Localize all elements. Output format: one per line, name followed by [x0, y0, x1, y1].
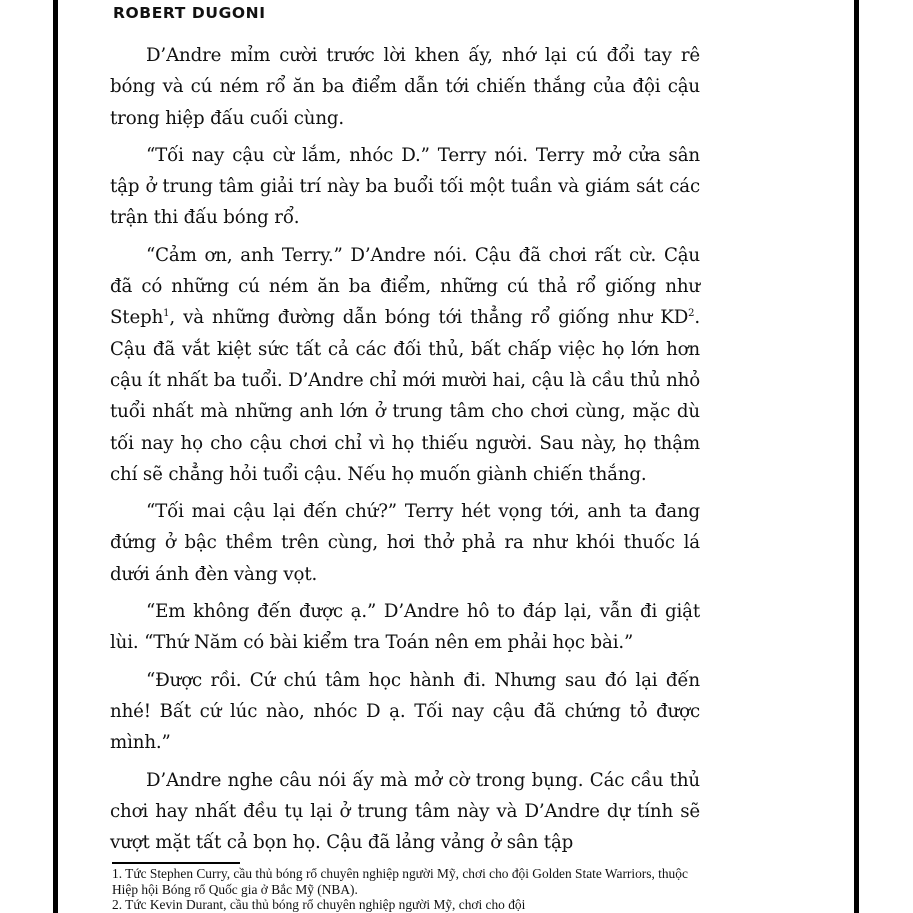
page-border-left — [53, 0, 58, 913]
footnote-ref-1: 1 — [163, 308, 170, 320]
paragraph-2: “Tối nay cậu cừ lắm, nhóc D.” Terry nói. Terry mở cửa sân tập ở trung tâm giải trí này ba buổi tối một tuần và giám sát các trận thi đấu bóng rổ. — [110, 144, 700, 229]
footnotes — [112, 866, 712, 913]
page-border-right — [854, 0, 859, 913]
paragraph-6: “Được rồi. Cứ chú tâm học hành đi. Nhưng sau đó lại đến nhé! Bất cứ lúc nào, nhóc D ạ. Tối nay cậu đã chứng tỏ được mình.” — [110, 669, 700, 754]
paragraph-3-part-a: “Cảm ơn, anh Terry.” D’Andre nói. Cậu đã chơi rất cừ. Cậu đã có những cú ném ăn ba điểm, những cú thả rổ giống như Steph — [110, 244, 700, 329]
paragraph-3-part-c: . Cậu đã vắt kiệt sức tất cả các đối thủ, bất chấp việc họ lớn hơn cậu ít nhất ba tuổi. D’Andre chỉ mới mười hai, cậu là cầu thủ nhỏ tuổi nhất mà những anh lớn ở trung tâm cho chơi cùng, mặc dù tối nay họ cho cậu chơi chỉ vì họ thiếu người. Sau này, họ thậm chí sẽ chẳng hỏi tuổi cậu. Nếu họ muốn giành chiến thắng. — [110, 307, 700, 485]
paragraph-4: “Tối mai cậu lại đến chứ?” Terry hét vọng tới, anh ta đang đứng ở bậc thềm trên cùng, hơi thở phả ra như khói thuốc lá dưới ánh đèn vàng vọt. — [110, 501, 700, 585]
body-text — [110, 40, 700, 864]
paragraph-1: D’Andre mỉm cười trước lời khen ấy, nhớ lại cú đổi tay rê bóng và cú ném rổ ăn ba điểm dẫn tới chiến thắng của đội cậu trong hiệp đấu cuối cùng. — [110, 45, 700, 129]
footnote-ref-2: 2 — [688, 308, 695, 320]
footnote-2: 2. Tức Kevin Durant, cầu thủ bóng rổ chuyên nghiệp người Mỹ, chơi cho đội — [112, 897, 526, 912]
paragraph-3-part-b: , và những đường dẫn bóng tới thẳng rổ giống như KD — [169, 307, 689, 329]
footnote-divider — [112, 862, 240, 864]
paragraph-7: D’Andre nghe câu nói ấy mà mở cờ trong bụng. Các cầu thủ chơi hay nhất đều tụ lại ở trung tâm này và D’Andre dự tính sẽ vượt mặt tất cả bọn họ. Cậu đã lảng vảng ở sân tập — [110, 769, 700, 854]
footnote-1: 1. Tức Stephen Curry, cầu thủ bóng rổ chuyên nghiệp người Mỹ, chơi cho đội Golden State Warriors, thuộc Hiệp hội Bóng rổ Quốc gia ở Bắc Mỹ (NBA). — [112, 866, 688, 897]
running-header-author: ROBERT DUGONI — [113, 4, 266, 22]
paragraph-5: “Em không đến được ạ.” D’Andre hô to đáp lại, vẫn đi giật lùi. “Thứ Năm có bài kiểm tra Toán nên em phải học bài.” — [110, 601, 700, 654]
paragraph-3 — [110, 240, 700, 490]
